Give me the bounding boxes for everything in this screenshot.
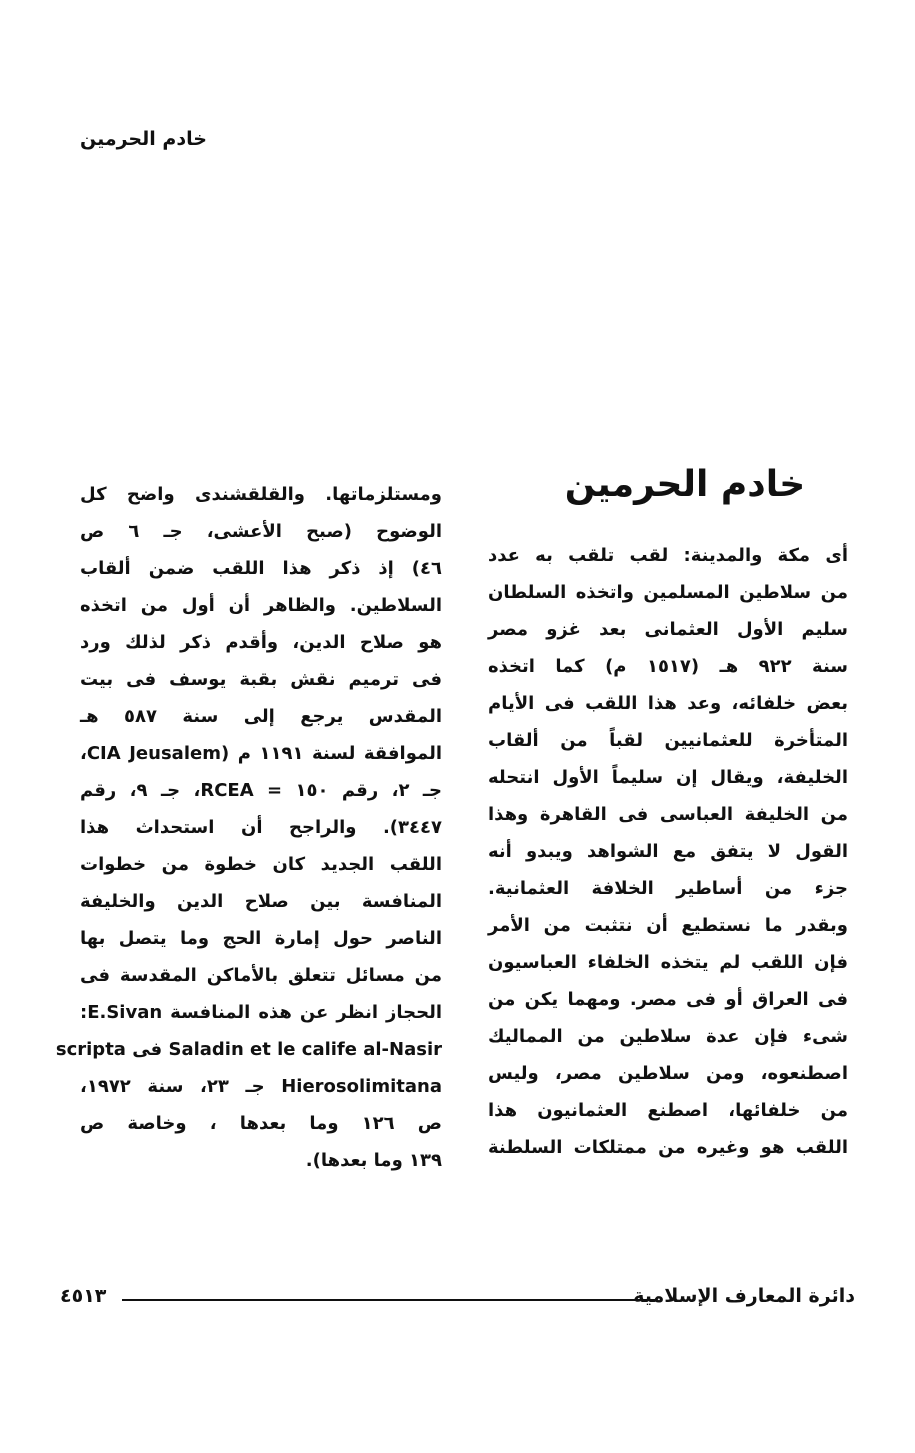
text-line: المقدس يرجع إلى سنة ٥٨٧ هـ (80, 706, 442, 727)
text-line: الحجاز انظر عن هذه المنافسة E.Sivan: (80, 1002, 442, 1023)
right-column (488, 537, 848, 1166)
page-footer (60, 1285, 855, 1315)
text-line: المنافسة بين صلاح الدين والخليفة (80, 891, 442, 912)
text-line: Saladin et le calife al-Nasir فى scripta (55, 1039, 442, 1060)
text-line: القول لا يتفق مع الشواهد ويبدو أنه (488, 841, 848, 862)
text-line: ومستلزماتها. والقلقشندى واضح كل (80, 484, 442, 505)
text-line: ص ١٢٦ وما بعدها ، وخاصة ص (80, 1113, 443, 1134)
text-line: فإن اللقب لم يتخذه الخلفاء العباسيون (488, 952, 848, 973)
text-line: ٣٤٤٧). والراجح أن استحداث هذا (80, 817, 442, 838)
page-number: ٤٥١٣ (60, 1285, 107, 1307)
left-column (55, 476, 443, 1179)
text-line: سنة ٩٢٢ هـ (١٥١٧ م) كما اتخذه (488, 656, 849, 677)
text-line: بعض خلفائه، وعد هذا اللقب فى الأيام (488, 693, 848, 714)
text-line: اللقب هو وغيره من ممتلكات السلطنة (488, 1137, 848, 1158)
text-line: هو صلاح الدين، وأقدم ذكر لذلك ورد (80, 632, 442, 653)
text-line: سليم الأول العثمانى بعد غزو مصر (488, 619, 848, 640)
article-title: خادم الحرمين (564, 464, 806, 505)
text-line: ٤٦) إذ ذكر هذا اللقب ضمن ألقاب (80, 558, 442, 579)
text-line: فى العراق أو فى مصر. ومهما يكن من (488, 989, 848, 1010)
text-line: الموافقة لسنة ١١٩١ م (CIA Jeusalem، (80, 743, 442, 764)
text-line: من الخليفة العباسى فى القاهرة وهذا (488, 804, 848, 825)
text-line: شىء فإن عدة سلاطين من المماليك (488, 1026, 848, 1047)
text-line: أى مكة والمدينة: لقب تلقب به عدد (488, 545, 848, 566)
text-line: جزء من أساطير الخلافة العثمانية. (488, 878, 848, 899)
footer-rule (122, 1299, 655, 1301)
text-line: من خلفائها، اصطنع العثمانيون هذا (488, 1100, 848, 1121)
text-line: اللقب الجديد كان خطوة من خطوات (80, 854, 442, 875)
text-line: فى ترميم نقش بقبة يوسف فى بيت (80, 669, 442, 690)
text-line: من سلاطين المسلمين واتخذه السلطان (488, 582, 848, 603)
running-head: خادم الحرمين (80, 128, 207, 150)
text-line: الوضوح (صبح الأعشى، جـ ٦ ص (80, 521, 443, 542)
text-line: الناصر حول إمارة الحج وما يتصل بها (80, 928, 442, 949)
journal-title: دائرة المعارف الإسلامية (633, 1285, 855, 1307)
text-line: Hierosolimitana جـ ٢٣، سنة ١٩٧٢، (80, 1076, 442, 1097)
text-line: جـ ٢، رقم ١٥٠ = RCEA، جـ ٩، رقم (80, 780, 442, 801)
text-line: المتأخرة للعثمانيين لقباً من ألقاب (488, 730, 848, 751)
text-line: وبقدر ما نستطيع أن نتثبت من الأمر (488, 915, 848, 936)
text-line: السلاطين. والظاهر أن أول من اتخذه (80, 595, 442, 616)
text-line: من مسائل تتعلق بالأماكن المقدسة فى (80, 965, 442, 986)
text-line: الخليفة، ويقال إن سليماً الأول انتحله (488, 767, 848, 788)
text-line: اصطنعوه، ومن سلاطين مصر، وليس (488, 1063, 848, 1084)
text-line: ١٣٩ وما بعدها). (305, 1150, 442, 1171)
